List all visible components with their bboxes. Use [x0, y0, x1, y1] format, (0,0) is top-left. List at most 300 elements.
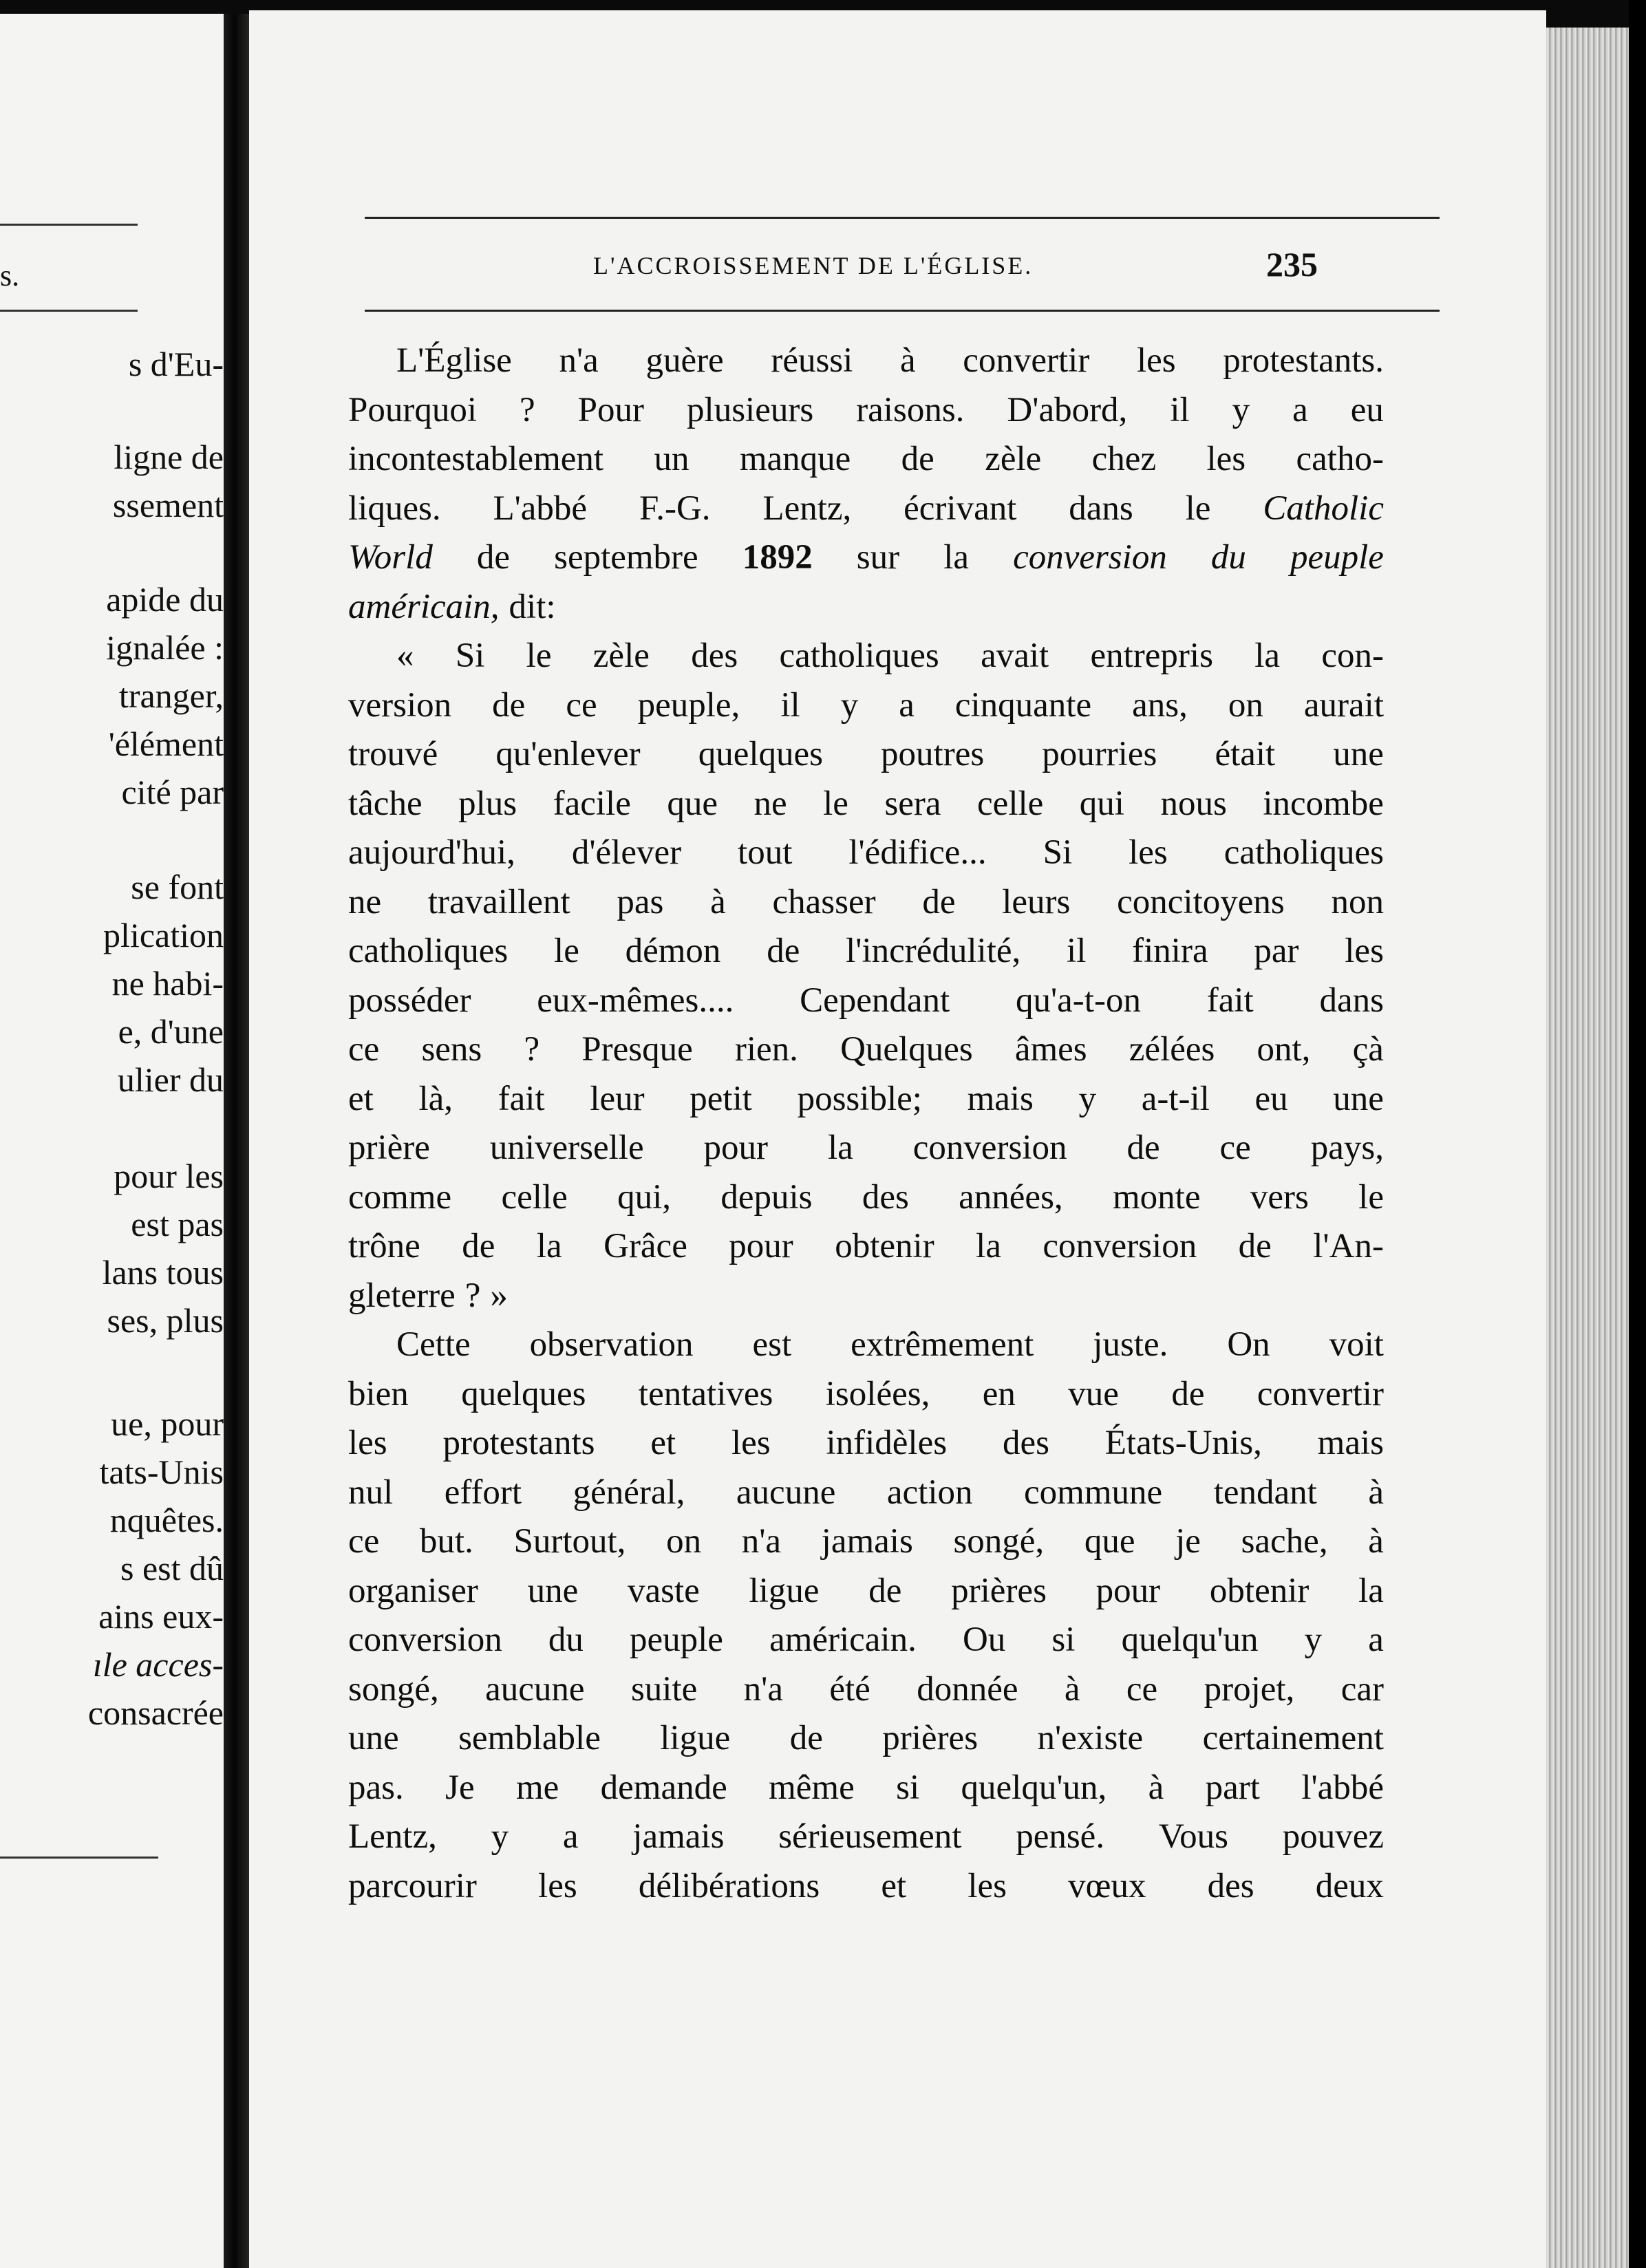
text-line — [348, 1817, 1384, 1865]
text-line — [348, 636, 1384, 684]
word: jamais — [632, 1817, 725, 1856]
word: universelle — [489, 1128, 644, 1167]
word: à — [899, 341, 916, 380]
word: Surtout, — [513, 1522, 626, 1561]
word: pas — [617, 882, 664, 921]
word: démon — [625, 932, 721, 970]
word: le — [1358, 1177, 1384, 1217]
word: sens — [421, 1030, 482, 1069]
word: délibérations — [638, 1866, 820, 1905]
word: L'abbé — [493, 489, 588, 528]
word: suite — [630, 1669, 698, 1709]
word: certainement — [1202, 1719, 1384, 1757]
word: peuple — [1290, 538, 1384, 577]
word: général, — [573, 1473, 685, 1512]
word: pour — [729, 1227, 793, 1265]
word: un — [654, 440, 690, 478]
word: les — [968, 1866, 1007, 1905]
word: liques. — [348, 489, 441, 528]
word: eux-mêmes.... — [537, 981, 734, 1020]
word: concitoyens — [1117, 882, 1285, 921]
word: catholiques — [1223, 833, 1384, 872]
word: sur — [856, 538, 900, 577]
text-line — [348, 1177, 1384, 1226]
text-line — [348, 1768, 1384, 1816]
word: était — [1215, 735, 1276, 773]
word: protestants — [442, 1424, 595, 1462]
word: des — [1002, 1424, 1049, 1462]
word: ne — [348, 882, 382, 921]
word: dit: — [509, 587, 556, 626]
word: trône — [348, 1227, 420, 1265]
word: même — [769, 1768, 855, 1807]
word: la — [827, 1128, 853, 1167]
word: celle — [501, 1177, 568, 1217]
word: l'incrédulité, — [846, 932, 1021, 970]
left-page-line: tranger, — [118, 676, 224, 715]
word: sache, — [1241, 1522, 1328, 1561]
word: commune — [1024, 1473, 1163, 1512]
word: sérieusement — [778, 1817, 962, 1856]
left-running-head-fragment: s. — [0, 259, 20, 292]
word: pays, — [1310, 1128, 1384, 1167]
word: part — [1205, 1768, 1260, 1807]
word: et — [650, 1424, 676, 1462]
word: World — [348, 538, 433, 577]
word: tout — [738, 833, 793, 872]
word: ? — [520, 390, 535, 429]
word: à — [1368, 1473, 1384, 1512]
word: Je — [445, 1768, 475, 1807]
word: la — [943, 538, 970, 577]
text-line — [348, 489, 1384, 537]
word: de — [1171, 1374, 1205, 1413]
left-header-rule-bottom — [0, 310, 138, 312]
word: vaste — [627, 1571, 700, 1610]
word: juste. — [1093, 1325, 1168, 1364]
word: les — [1206, 440, 1246, 478]
word: quelqu'un — [1121, 1620, 1259, 1659]
word: incombe — [1263, 784, 1384, 823]
word: zèle — [592, 636, 650, 675]
word: Vous — [1158, 1817, 1228, 1856]
word: à — [1368, 1522, 1384, 1561]
left-page-line: tats-Unis — [99, 1453, 224, 1491]
word: songé, — [348, 1669, 439, 1709]
word: nous — [1160, 784, 1227, 823]
word: leur — [590, 1079, 645, 1118]
left-page-line: nquêtes. — [109, 1501, 224, 1539]
text-line — [348, 981, 1384, 1029]
word: aucune — [736, 1473, 836, 1512]
word: une — [348, 1719, 399, 1757]
text-line — [348, 1276, 1384, 1324]
word: de — [1126, 1128, 1160, 1167]
word: des — [862, 1177, 909, 1217]
word: obtenir — [835, 1227, 934, 1265]
word: travaillent — [427, 882, 570, 921]
word: vœux — [1068, 1866, 1146, 1905]
left-page-line: ue, pour — [111, 1404, 224, 1443]
word: guère — [645, 341, 724, 380]
left-page-line: apide du — [106, 580, 224, 619]
word: jamais — [821, 1522, 913, 1561]
word: n'existe — [1037, 1719, 1144, 1757]
word: par — [1254, 932, 1299, 970]
word: Ou — [962, 1620, 1006, 1659]
word: trouvé — [348, 735, 438, 773]
word: a — [1368, 1620, 1384, 1659]
page-block-edges — [1546, 28, 1629, 2268]
text-line — [348, 1620, 1384, 1668]
text-line — [348, 390, 1384, 438]
left-page-line: 'élément — [108, 725, 224, 763]
word: but. — [419, 1522, 473, 1561]
word: y — [1232, 390, 1250, 429]
current-page — [249, 10, 1546, 2268]
word: américain, — [348, 587, 500, 626]
word: on — [666, 1522, 702, 1561]
word: que — [667, 784, 718, 823]
word: Si — [455, 636, 485, 675]
word: ans, — [1132, 685, 1188, 725]
word: du — [548, 1620, 584, 1659]
word: 1892 — [742, 538, 813, 577]
word: action — [886, 1473, 973, 1512]
word: l'édifice... — [848, 833, 987, 872]
word: aucune — [485, 1669, 585, 1709]
word: comme — [348, 1177, 452, 1217]
word: ce — [1219, 1128, 1251, 1167]
word: là, — [418, 1079, 453, 1118]
word: les — [1136, 341, 1176, 380]
word: Grâce — [603, 1227, 687, 1265]
word: je — [1175, 1522, 1201, 1561]
word: âmes — [1014, 1030, 1087, 1069]
word: les — [348, 1424, 387, 1462]
left-page-line: pour les — [114, 1157, 224, 1195]
left-page-line: ains eux- — [98, 1597, 224, 1636]
word: Cette — [396, 1325, 471, 1364]
word: à — [1148, 1768, 1164, 1807]
word: américain. — [769, 1620, 917, 1659]
word: et — [348, 1079, 374, 1118]
text-line — [348, 784, 1384, 832]
text-line — [348, 439, 1384, 487]
word: zèle — [985, 440, 1042, 478]
word: le — [554, 932, 579, 970]
word: pouvez — [1282, 1817, 1384, 1856]
word: eu — [1254, 1079, 1288, 1118]
text-line — [348, 341, 1384, 389]
word: car — [1340, 1669, 1384, 1709]
word: conversion — [1013, 538, 1167, 577]
word: la — [1254, 636, 1281, 675]
word: fait — [498, 1079, 545, 1118]
word: Lentz, — [348, 1817, 437, 1856]
word: poutres — [881, 735, 985, 773]
word: la — [536, 1227, 562, 1265]
word: prières — [951, 1571, 1047, 1610]
word: il — [1067, 932, 1087, 970]
word: est — [752, 1325, 792, 1364]
left-page-line: e, d'une — [118, 1012, 224, 1051]
word: celle — [977, 784, 1044, 823]
word: chasser — [772, 882, 876, 921]
word: vue — [1068, 1374, 1119, 1413]
word: années, — [959, 1177, 1063, 1217]
word: de — [1238, 1227, 1272, 1265]
word: n'a — [741, 1522, 782, 1561]
previous-page — [0, 14, 233, 2268]
word: peuple — [630, 1620, 723, 1659]
word: la — [1358, 1571, 1384, 1610]
word: pour — [703, 1128, 769, 1167]
word: n'a — [743, 1669, 783, 1709]
text-line — [348, 587, 1384, 635]
word: ? — [524, 1030, 540, 1069]
text-line — [348, 833, 1384, 881]
word: projet, — [1204, 1669, 1295, 1709]
left-page-line: s d'Eu- — [128, 345, 224, 383]
word: Presque — [581, 1030, 693, 1069]
text-line — [348, 685, 1384, 734]
word: qu'a-t-on — [1015, 981, 1141, 1020]
left-page-line: ne habi- — [111, 964, 224, 1003]
word: quelques — [698, 735, 823, 773]
header-rule-bottom — [365, 310, 1440, 312]
left-page-line: ignalée : — [106, 628, 224, 667]
word: effort — [444, 1473, 522, 1512]
word: ce — [566, 685, 597, 725]
word: pensé. — [1016, 1817, 1105, 1856]
word: tentatives — [638, 1374, 773, 1413]
word: le — [1185, 489, 1211, 528]
word: convertir — [963, 341, 1090, 380]
word: y — [491, 1817, 509, 1856]
word: sera — [884, 784, 941, 823]
word: que — [1084, 1522, 1135, 1561]
word: parcourir — [348, 1866, 477, 1905]
text-line — [348, 1226, 1384, 1274]
page-number: 235 — [1266, 245, 1318, 284]
word: si — [896, 1768, 920, 1807]
word: et — [881, 1866, 907, 1905]
left-page-line: ssement — [112, 486, 224, 524]
word: organiser — [348, 1571, 478, 1610]
word: cinquante — [954, 685, 1092, 725]
word: petit — [690, 1079, 752, 1118]
word: tâche — [348, 784, 423, 823]
word: du — [1210, 538, 1246, 577]
word: rien. — [734, 1030, 798, 1069]
word: prière — [348, 1128, 430, 1167]
word: isolées, — [825, 1374, 930, 1413]
text-line — [348, 1473, 1384, 1521]
left-page-line: ligne de — [114, 438, 224, 476]
book-binding-gutter — [224, 14, 251, 2268]
word: à — [1064, 1669, 1080, 1709]
word: « — [396, 636, 414, 675]
word: entrepris — [1090, 636, 1213, 675]
word: Pourquoi — [348, 390, 478, 429]
text-line — [348, 882, 1384, 930]
word: con- — [1321, 636, 1384, 675]
left-page-line: ulier du — [117, 1060, 224, 1099]
word: voit — [1329, 1325, 1384, 1364]
word: depuis — [720, 1177, 813, 1217]
word: leurs — [1002, 882, 1071, 921]
word: plusieurs — [687, 390, 814, 429]
word: le — [526, 636, 552, 675]
word: aujourd'hui, — [348, 833, 515, 872]
word: Pour — [577, 390, 645, 429]
text-line — [348, 1718, 1384, 1766]
word: possible; — [797, 1079, 922, 1118]
word: observation — [529, 1325, 694, 1364]
word: songé, — [953, 1522, 1045, 1561]
word: raisons. — [856, 390, 965, 429]
text-line — [348, 734, 1384, 782]
word: L'Église — [396, 341, 512, 380]
word: manque — [739, 440, 851, 478]
word: une — [1333, 735, 1384, 773]
word: conversion — [348, 1620, 502, 1659]
running-head: L'ACCROISSEMENT DE L'ÉGLISE. — [593, 252, 1034, 279]
word: qu'enlever — [495, 735, 641, 773]
word: de — [767, 932, 800, 970]
word: le — [823, 784, 848, 823]
word: me — [515, 1768, 559, 1807]
text-line — [348, 537, 1384, 586]
word: nul — [348, 1473, 394, 1512]
word: d'élever — [571, 833, 682, 872]
word: écrivant — [904, 489, 1017, 528]
word: septembre — [554, 538, 698, 577]
word: réussi — [771, 341, 853, 380]
word: avait — [981, 636, 1049, 675]
word: mais — [967, 1079, 1034, 1118]
word: plus — [458, 784, 517, 823]
word: vers — [1250, 1177, 1309, 1217]
word: mais — [1317, 1424, 1384, 1462]
word: de — [901, 440, 934, 478]
word: Si — [1043, 833, 1073, 872]
word: il — [780, 685, 800, 725]
text-line — [348, 1521, 1384, 1570]
word: des — [1207, 1866, 1254, 1905]
word: une — [527, 1571, 579, 1610]
word: eu — [1350, 390, 1384, 429]
header-rule-top — [365, 217, 1440, 219]
word: catho- — [1296, 440, 1384, 478]
word: On — [1227, 1325, 1270, 1364]
word: une — [1333, 1079, 1384, 1118]
text-line — [348, 1079, 1384, 1127]
word: de — [789, 1719, 823, 1757]
left-page-line: plication — [103, 916, 224, 954]
word: ? — [464, 1276, 481, 1315]
word: a — [899, 685, 915, 725]
word: l'An- — [1313, 1227, 1384, 1265]
text-line — [348, 1423, 1384, 1471]
word: les — [1345, 932, 1384, 970]
word: les — [731, 1424, 771, 1462]
word: conversion — [912, 1128, 1067, 1167]
word: zélées — [1129, 1030, 1215, 1069]
word: États-Unis, — [1104, 1424, 1262, 1462]
word: non — [1331, 882, 1384, 921]
word: n'a — [559, 341, 599, 380]
word: chez — [1091, 440, 1157, 478]
word: infidèles — [826, 1424, 948, 1462]
word: ligue — [660, 1719, 731, 1757]
text-line — [348, 931, 1384, 979]
word: dans — [1319, 981, 1384, 1020]
text-line — [348, 1866, 1384, 1914]
word: des — [691, 636, 738, 675]
word: demande — [600, 1768, 727, 1807]
word: les — [1129, 833, 1168, 872]
word: deux — [1315, 1866, 1384, 1905]
word: peuple, — [637, 685, 740, 725]
word: quelques — [461, 1374, 586, 1413]
word: de — [462, 1227, 495, 1265]
scan-border — [1629, 0, 1646, 2268]
word: convertir — [1257, 1374, 1384, 1413]
left-page-line: lans tous — [102, 1253, 224, 1292]
word: gleterre — [348, 1276, 456, 1315]
word: obtenir — [1209, 1571, 1310, 1610]
text-line — [348, 1669, 1384, 1718]
text-line — [348, 1571, 1384, 1619]
left-page-line: ses, plus — [107, 1301, 224, 1340]
word: conversion — [1043, 1227, 1197, 1265]
word: de — [476, 538, 511, 577]
word: y — [1304, 1620, 1323, 1659]
left-page-line: consacrée — [87, 1693, 224, 1732]
word: ce — [1126, 1669, 1158, 1709]
word: pour — [1095, 1571, 1161, 1610]
word: il — [1170, 390, 1190, 429]
left-footer-rule — [0, 1857, 158, 1859]
word: de — [922, 882, 956, 921]
word: prières — [882, 1719, 979, 1757]
word: tendant — [1213, 1473, 1317, 1512]
text-line — [348, 1374, 1384, 1422]
word: ce — [348, 1522, 380, 1561]
word: D'abord, — [1007, 390, 1128, 429]
word: Lentz, — [762, 489, 852, 528]
word: ligue — [749, 1571, 820, 1610]
word: ont, — [1257, 1030, 1311, 1069]
word: qui — [1079, 784, 1124, 823]
text-line — [348, 1029, 1384, 1078]
word: bien — [348, 1374, 409, 1413]
word: de — [868, 1571, 902, 1610]
word: on — [1228, 685, 1263, 725]
word: » — [490, 1276, 508, 1315]
word: y — [1078, 1079, 1097, 1118]
word: monte — [1113, 1177, 1201, 1217]
word: Cependant — [800, 981, 950, 1020]
word: fait — [1206, 981, 1254, 1020]
word: dans — [1069, 489, 1133, 528]
word: pas. — [348, 1768, 404, 1807]
word: version — [348, 685, 452, 725]
word: extrêmement — [851, 1325, 1034, 1364]
word: qui, — [617, 1177, 671, 1217]
